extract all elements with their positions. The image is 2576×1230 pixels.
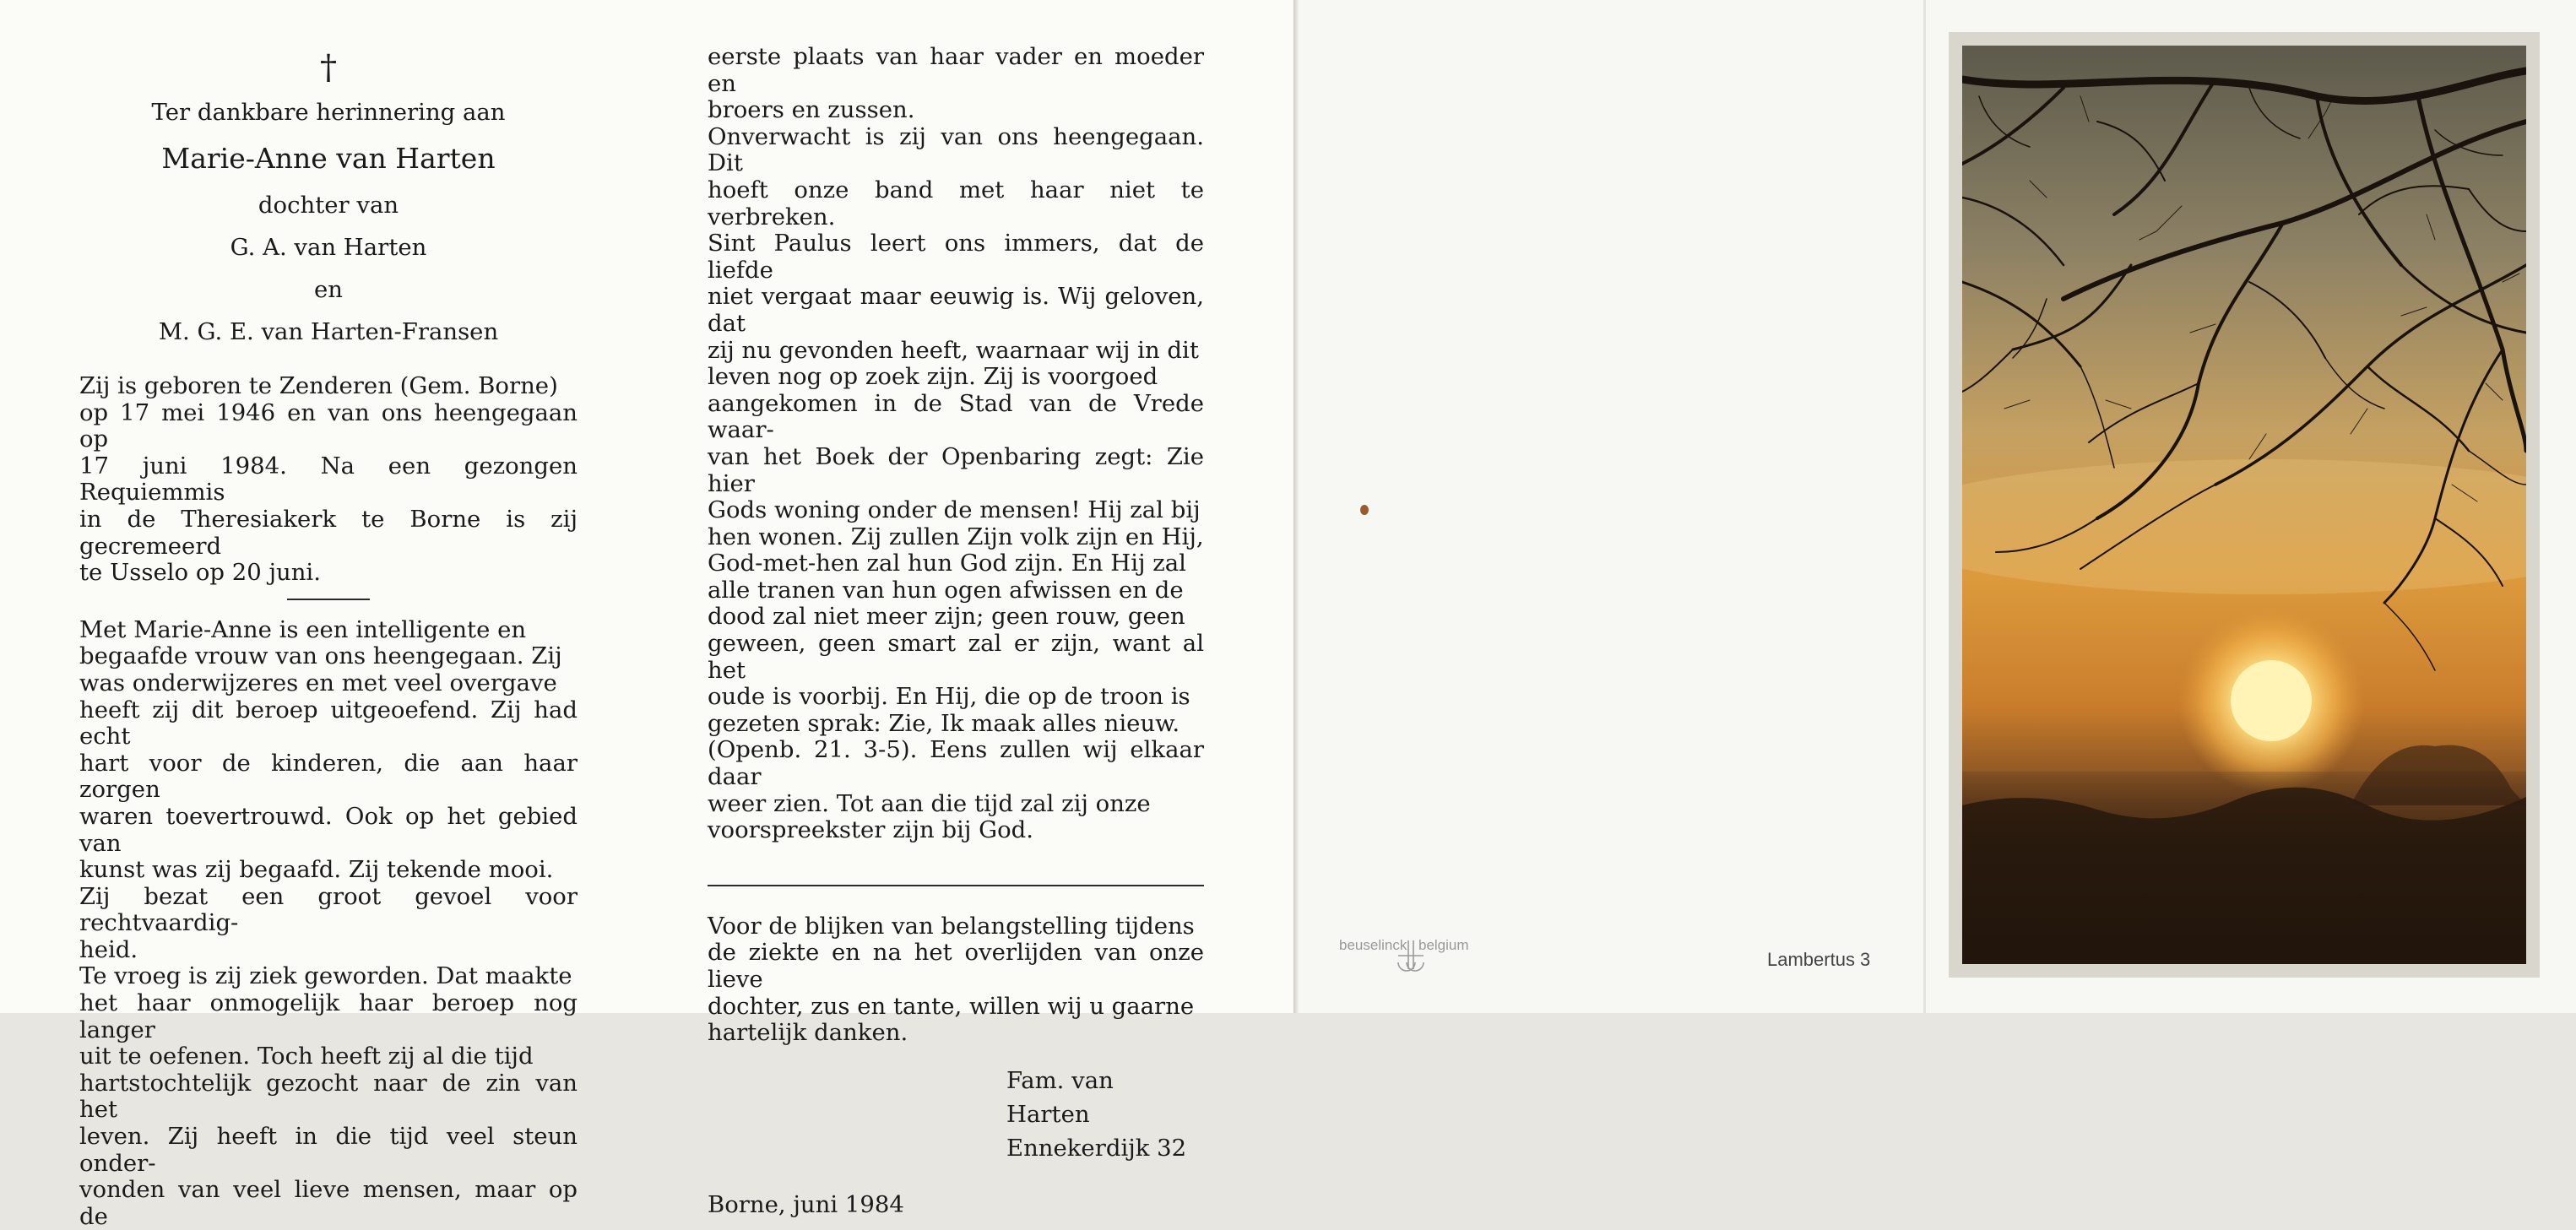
text-line: weer zien. Tot aan die tijd zal zij onze <box>708 789 1151 817</box>
mother-name: M. G. E. van Harten-Fransen <box>158 318 499 345</box>
text-line: het haar onmogelijk haar beroep nog langer <box>79 989 578 1043</box>
text-line: leven. Zij heeft in die tijd veel steun onder- <box>79 1123 578 1177</box>
text-line: Voor de blijken van belangstelling tijdens <box>708 912 1195 940</box>
text-line: in de Theresiakerk te Borne is zij gecremeerd <box>79 505 578 560</box>
text-line: waren toevertrouwd. Ook op het gebied van <box>79 802 578 857</box>
text-line: zij nu gevonden heeft, waarnaar wij in dit <box>708 336 1199 364</box>
text-line: leven nog op zoek zijn. Zij is voorgoed <box>708 363 1158 391</box>
text-line: Sint Paulus leert ons immers, dat de liefde <box>708 230 1204 284</box>
text-line: de ziekte en na het overlijden van onze lieve <box>708 939 1204 993</box>
bio-paragraph <box>79 617 578 1230</box>
divider-long <box>708 885 1204 886</box>
text-line: God-met-hen zal hun God zijn. En Hij zal <box>708 550 1186 577</box>
text-line: Gods woning onder de mensen! Hij zal bij <box>708 496 1201 524</box>
text-line: Zij is geboren te Zenderen (Gem. Borne) <box>79 372 558 399</box>
photo-frame <box>1949 32 2540 978</box>
text-line: alle tranen van hun ogen afwissen en de <box>708 576 1184 604</box>
text-line: (Openb. 21. 3-5). Eens zullen wij elkaar daar <box>708 736 1204 791</box>
publisher-logo <box>1339 937 1469 983</box>
text-line: hartelijk danken. <box>708 1019 908 1047</box>
father-name: G. A. van Harten <box>230 234 427 261</box>
text-line: broers en zussen. <box>708 96 915 124</box>
daughter-of-text: dochter van <box>258 192 399 219</box>
text-line: oude is voorbij. En Hij, die op de troon is <box>708 683 1190 711</box>
text-line: niet vergaat maar eeuwig is. Wij geloven, dat <box>708 283 1204 337</box>
place-date: Borne, juni 1984 <box>708 1190 904 1218</box>
text-line: kunst was zij begaafd. Zij tekende mooi. <box>79 856 554 884</box>
birth-paragraph <box>79 373 578 587</box>
text-line: hartstochtelijk gezocht naar de zin van het <box>79 1069 578 1124</box>
text-line: te Usselo op 20 juni. <box>79 559 321 587</box>
back-fold <box>1923 0 1926 1013</box>
left-column <box>79 44 578 1230</box>
faith-paragraph <box>708 44 1204 844</box>
text-line: Onverwacht is zij van ons heengegaan. Dit <box>708 122 1204 177</box>
text-line: hart voor de kinderen, die aan haar zorgen <box>79 749 578 804</box>
text-line: Te vroeg is zij ziek geworden. Dat maakte <box>79 962 572 990</box>
right-column <box>708 44 1204 1218</box>
cross-symbol: † <box>320 48 337 87</box>
text-line: dochter, zus en tante, willen wij u gaarne <box>708 992 1195 1020</box>
text-line: begaafde vrouw van ons heengegaan. Zij <box>79 642 562 670</box>
text-line: 17 juni 1984. Na een gezongen Requiemmis <box>79 452 578 507</box>
publisher-emblem-icon <box>1339 937 1466 983</box>
text-line: van het Boek der Openbaring zegt: Zie hier <box>708 442 1204 497</box>
paper-speck <box>1360 505 1369 515</box>
brand-left-text: beuselinck <box>1339 937 1407 953</box>
sunset-branches-photo <box>1962 46 2526 964</box>
text-line: eerste plaats van haar vader en moeder en <box>708 43 1204 97</box>
text-line: op 17 mei 1946 en van ons heengegaan op <box>79 398 578 453</box>
thanks-paragraph <box>708 913 1204 1047</box>
text-line: hoeft onze band met haar niet te verbreken. <box>708 176 1204 230</box>
text-line: Met Marie-Anne is een intelligente en <box>79 615 527 643</box>
intro-text: Ter dankbare herinnering aan <box>151 99 506 126</box>
divider-short <box>287 599 370 600</box>
text-line: heid. <box>79 935 138 963</box>
family-signature: Fam. van Harten <box>1006 1066 1114 1128</box>
deceased-name: Marie-Anne van Harten <box>161 142 496 175</box>
text-line: gezeten sprak: Zie, Ik maak alles nieuw. <box>708 709 1180 737</box>
and-text: en <box>314 276 343 303</box>
text-line: voorspreekster zijn bij God. <box>708 816 1033 844</box>
text-line: hen wonen. Zij zullen Zijn volk zijn en Hij, <box>708 523 1204 550</box>
text-line: dood zal niet meer zijn; geen rouw, geen <box>708 603 1185 631</box>
text-line: vonden van veel lieve mensen, maar op de <box>79 1176 578 1230</box>
text-line: heeft zij dit beroep uitgeoefend. Zij had echt <box>79 696 578 750</box>
text-line: Zij bezat een groot gevoel voor rechtvaardig- <box>79 882 578 937</box>
image-credit: Lambertus 3 <box>1767 949 1871 970</box>
text-line: uit te oefenen. Toch heeft zij al die tijd <box>79 1043 534 1070</box>
text-line: geween, geen smart zal er zijn, want al het <box>708 630 1204 684</box>
family-address: Ennekerdijk 32 <box>1006 1134 1187 1162</box>
text-line: aangekomen in de Stad van de Vrede waar- <box>708 389 1204 444</box>
brand-right-text: belgium <box>1418 937 1469 953</box>
text-line: was onderwijzeres en met veel overgave <box>79 669 557 696</box>
